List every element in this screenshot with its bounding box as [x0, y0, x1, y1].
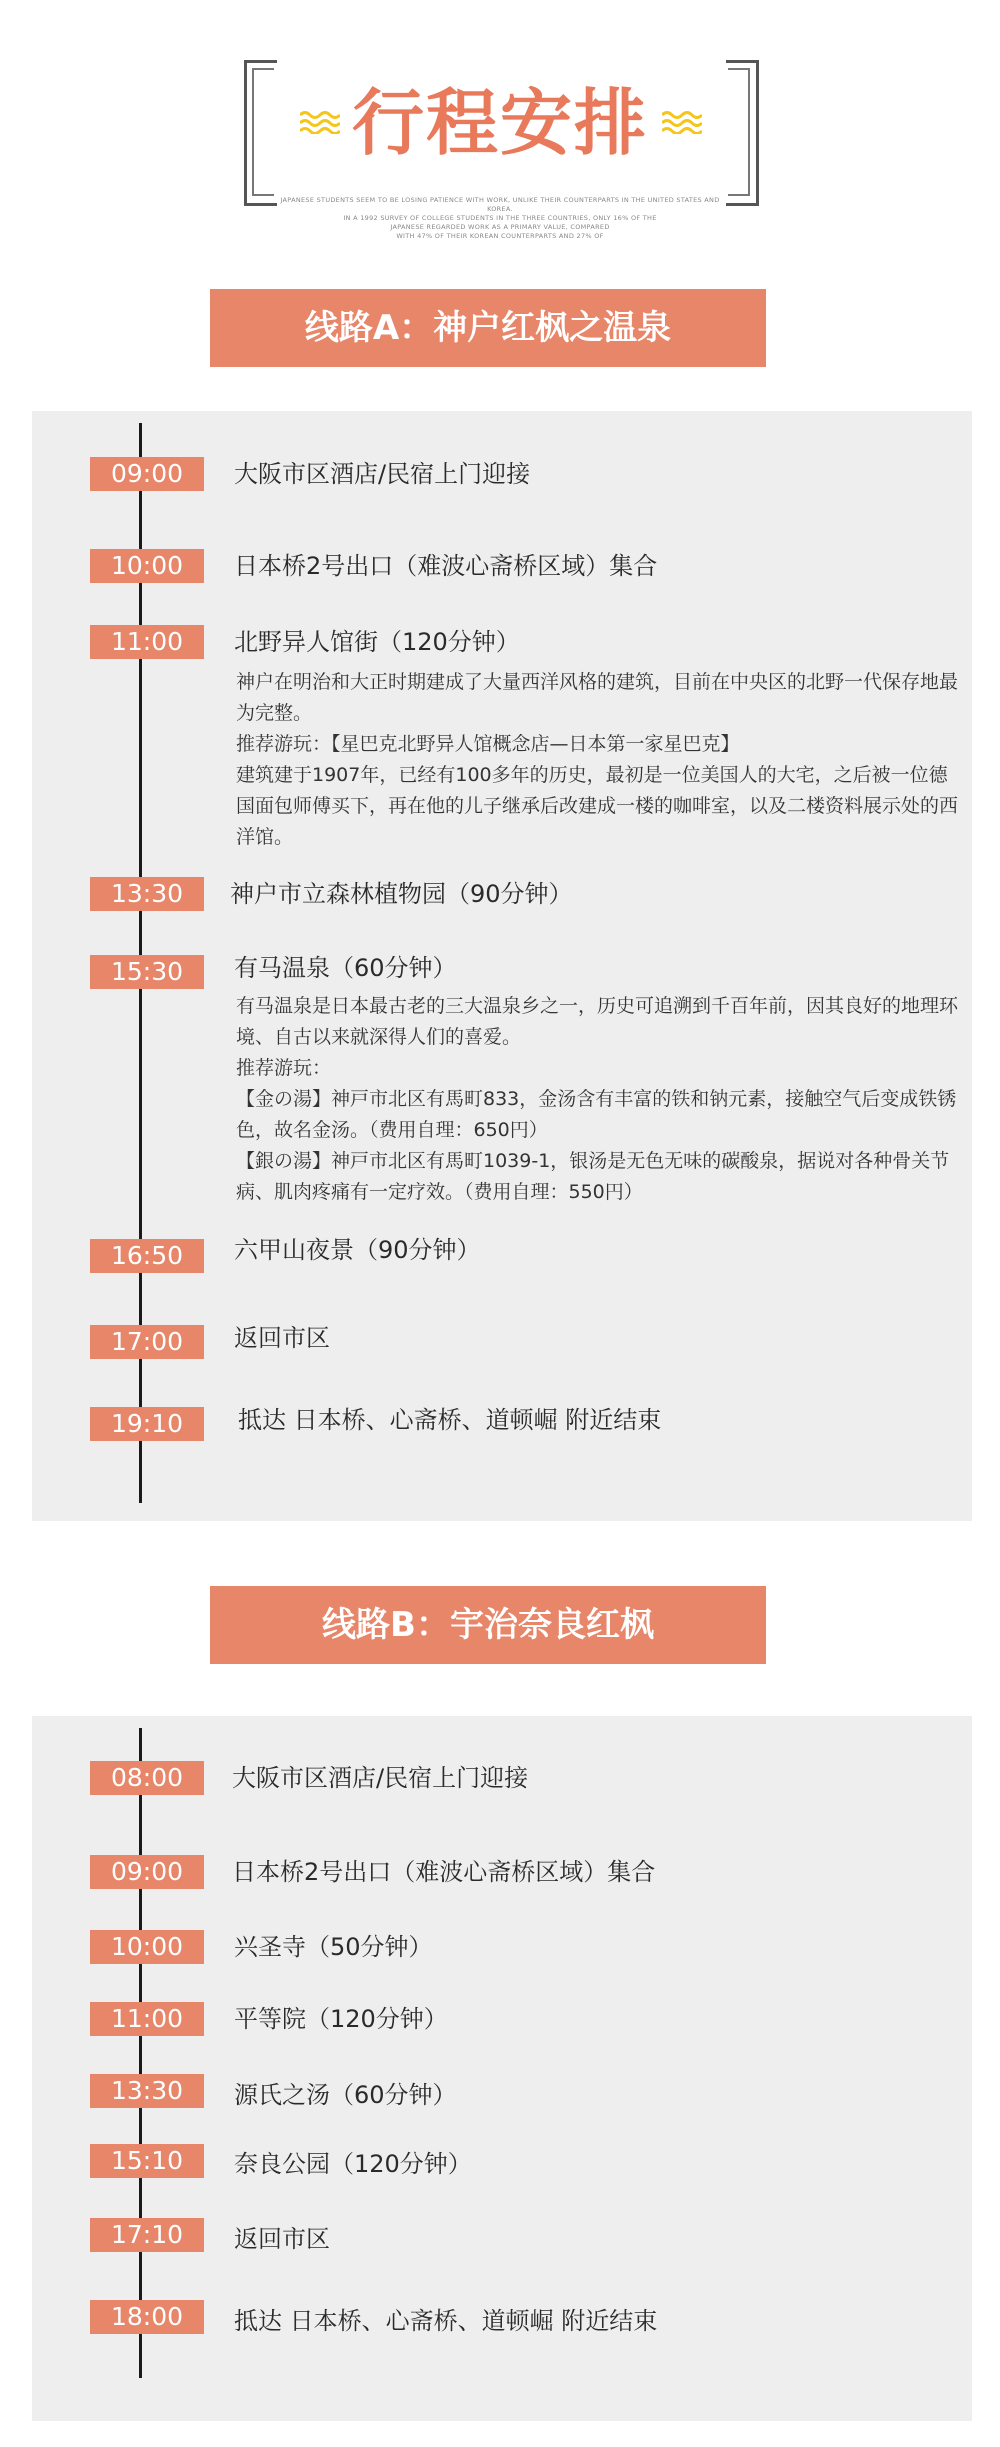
subtext-line: WITH 47% OF THEIR KOREAN COUNTERPARTS AND 27% OF [396, 232, 604, 240]
header-subtext [280, 196, 720, 241]
time-badge: 11:00 [90, 625, 204, 659]
time-badge: 13:30 [90, 2074, 204, 2108]
event-description [236, 667, 966, 853]
desc-paragraph: 建筑建于1907年，已经有100多年的历史，最初是一位美国人的大宅，之后被一位德国面包师傅买下，再在他的儿子继承后改建成一楼的咖啡室，以及二楼资料展示处的西洋馆。 [236, 764, 959, 848]
event-title: 平等院（120分钟） [234, 2005, 448, 2033]
event-title: 北野异人馆街（120分钟） [234, 628, 520, 656]
desc-paragraph: 神户在明治和大正时期建成了大量西洋风格的建筑，目前在中央区的北野一代保存地最为完整。 [236, 671, 959, 724]
time-badge: 15:30 [90, 955, 204, 989]
event-title: 神户市立森林植物园（90分钟） [230, 880, 573, 908]
time-badge: 18:00 [90, 2300, 204, 2334]
time-badge: 16:50 [90, 1239, 204, 1273]
wave-decoration-right-icon [662, 110, 702, 134]
event-description [236, 991, 966, 1208]
subtext-line: JAPANESE STUDENTS SEEM TO BE LOSING PATIENCE WITH WORK, UNLIKE THEIR COUNTERPARTS IN THE UNITED STATES AND KOREA. [280, 196, 720, 213]
time-badge: 09:00 [90, 1855, 204, 1889]
event-title: 源氏之汤（60分钟） [234, 2081, 457, 2109]
desc-paragraph: 推荐游玩： [236, 1057, 332, 1079]
route-a-panel [32, 411, 972, 1521]
desc-paragraph: 【銀の湯】神戸市北区有馬町1039-1，银汤是无色无味的碳酸泉，据说对各种骨关节病、肌肉疼痛有一定疗效。（费用自理：550円） [236, 1150, 950, 1203]
event-title: 大阪市区酒店/民宿上门迎接 [232, 1764, 529, 1792]
event-title: 抵达 日本桥、心斋桥、道顿崛 附近结束 [238, 1406, 662, 1434]
time-badge: 10:00 [90, 549, 204, 583]
title-bracket-inner-left [252, 68, 274, 196]
desc-paragraph: 【金の湯】神戸市北区有馬町833，金汤含有丰富的铁和钠元素，接触空气后变成铁锈色，故名金汤。（费用自理：650円） [236, 1088, 957, 1141]
time-badge: 17:10 [90, 2218, 204, 2252]
title-bracket-inner-right [728, 68, 750, 196]
route-b-panel [32, 1716, 972, 2421]
time-badge: 09:00 [90, 457, 204, 491]
time-badge: 13:30 [90, 877, 204, 911]
time-badge: 11:00 [90, 2002, 204, 2036]
page-title: 行程安排 [351, 81, 648, 165]
event-title: 日本桥2号出口（难波心斋桥区域）集合 [232, 1858, 656, 1886]
desc-paragraph: 有马温泉是日本最古老的三大温泉乡之一，历史可追溯到千百年前，因其良好的地理环境、自古以来就深得人们的喜爱。 [236, 995, 959, 1048]
time-badge: 08:00 [90, 1761, 204, 1795]
event-title: 抵达 日本桥、心斋桥、道顿崛 附近结束 [234, 2307, 658, 2335]
time-badge: 15:10 [90, 2144, 204, 2178]
event-title: 大阪市区酒店/民宿上门迎接 [234, 460, 531, 488]
time-badge: 10:00 [90, 1930, 204, 1964]
time-badge: 17:00 [90, 1325, 204, 1359]
route-b-header: 线路B：宇治奈良红枫 [210, 1586, 766, 1664]
time-badge: 19:10 [90, 1407, 204, 1441]
route-a-header: 线路A：神户红枫之温泉 [210, 289, 766, 367]
subtext-line: JAPANESE REGARDED WORK AS A PRIMARY VALUE, COMPARED [390, 223, 610, 231]
timeline-line [139, 1728, 142, 2378]
event-title: 返回市区 [234, 2225, 330, 2253]
desc-paragraph: 推荐游玩：【星巴克北野异人馆概念店—日本第一家星巴克】 [236, 733, 740, 755]
event-title: 六甲山夜景（90分钟） [234, 1236, 481, 1264]
subtext-line: IN A 1992 SURVEY OF COLLEGE STUDENTS IN THE THREE COUNTRIES, ONLY 16% OF THE [343, 214, 657, 222]
event-title: 兴圣寺（50分钟） [234, 1933, 433, 1961]
event-title: 有马温泉（60分钟） [234, 954, 457, 982]
event-title: 奈良公园（120分钟） [234, 2150, 472, 2178]
event-title: 日本桥2号出口（难波心斋桥区域）集合 [234, 552, 658, 580]
event-title: 返回市区 [234, 1324, 330, 1352]
